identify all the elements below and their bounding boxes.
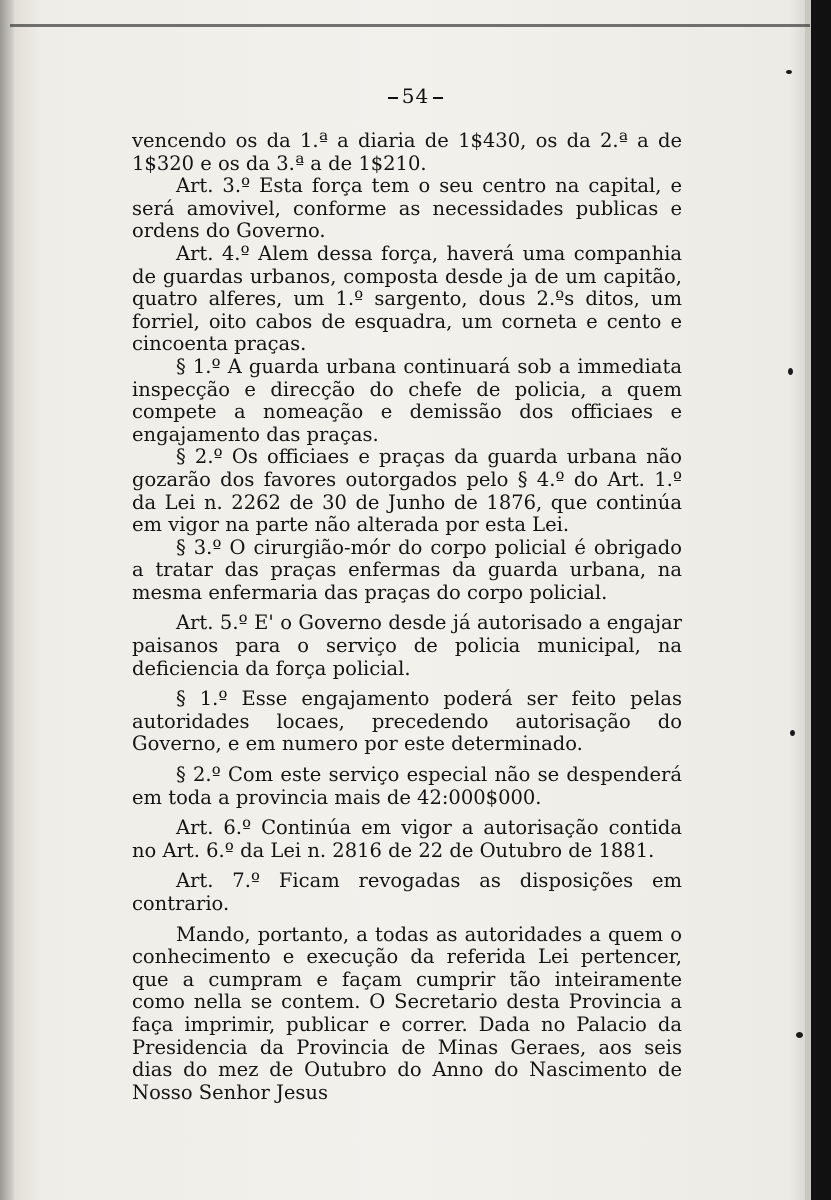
paragraph-art-5: Art. 5.º E' o Governo desde já autorisado a engajar paisanos para o serviço de policia municipal, na deficiencia da força policial. xyxy=(132,611,682,680)
ink-speck xyxy=(788,368,793,375)
page-right-edge xyxy=(811,0,831,1200)
ink-speck xyxy=(786,70,792,74)
page-number: 54 xyxy=(0,84,831,108)
paragraph-art-7: Art. 7.º Ficam revogadas as disposições em contrario. xyxy=(132,869,682,915)
page-left-edge xyxy=(0,0,14,1200)
paragraph-art-4-s1: § 1.º A guarda urbana continuará sob a immediata inspecção e direcção do chefe de policia, a quem compete a nomeação e demissão dos officiaes e engajamento das praças. xyxy=(132,354,682,446)
paragraph-closing: Mando, portanto, a todas as autoridades a quem o conhecimento e execução da referida Lei pertencer, que a cumpram e façam cumprir tão inteiramente como nella se contem. O Secretario desta Provincia a faça imprimir, publicar e correr. Dada no Palacio da Presidencia da Provincia de Minas Geraes, aos seis dias do mez de Outubro do Anno do Nascimento de Nosso Senhor Jesus xyxy=(132,922,682,1104)
body-text xyxy=(132,130,682,1104)
paragraph-continuation: vencendo os da 1.ª a diaria de 1$430, os da 2.ª a de 1$320 e os da 3.ª a de 1$210. xyxy=(132,129,682,175)
ink-speck xyxy=(790,730,795,736)
paragraph-art-3: Art. 3.º Esta força tem o seu centro na capital, e será amovivel, conforme as necessidades publicas e ordens do Governo. xyxy=(132,174,682,243)
top-border-line xyxy=(10,24,810,27)
paragraph-art-5-s2: § 2.º Com este serviço especial não se despenderá em toda a provincia mais de 42:000$000. xyxy=(132,763,682,809)
paragraph-art-5-s1: § 1.º Esse engajamento poderá ser feito pelas autoridades locaes, precedendo autorisação do Governo, e em numero por este determinado. xyxy=(132,687,682,756)
paragraph-art-4-s3: § 3.º O cirurgião-mór do corpo policial é obrigado a tratar das praças enfermas da guarda urbana, na mesma enfermaria das praças do corpo policial. xyxy=(132,535,682,604)
paragraph-art-6: Art. 6.º Continúa em vigor a autorisação contida no Art. 6.º da Lei n. 2816 de 22 de Outubro de 1881. xyxy=(132,816,682,862)
ink-speck xyxy=(796,1032,803,1038)
paragraph-art-4: Art. 4.º Alem dessa força, haverá uma companhia de guardas urbanos, composta desde ja de um capitão, quatro alferes, um 1.º sargento, dous 2.ºs ditos, um forriel, oito cabos de esquadra, um corneta e cento e cincoenta praças. xyxy=(132,241,682,356)
paragraph-art-4-s2: § 2.º Os officiaes e praças da guarda urbana não gozarão dos favores outorgados pelo § 4.º do Art. 1.º da Lei n. 2262 de 30 de Junho de 1876, que continúa em vigor na parte não alterada por esta Lei. xyxy=(132,445,682,537)
